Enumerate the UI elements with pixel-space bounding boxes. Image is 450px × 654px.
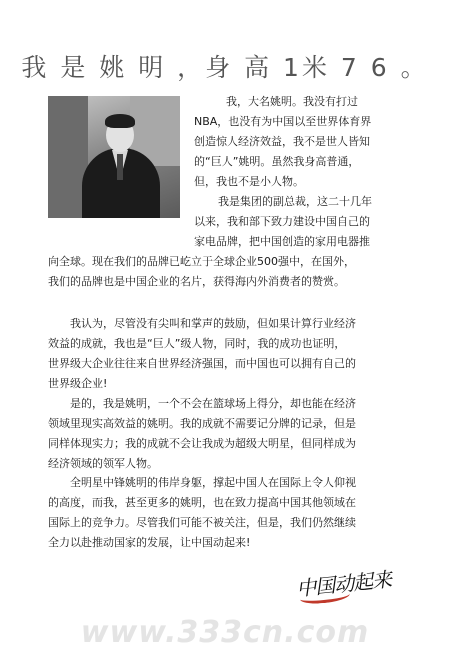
paragraph-1-line: 向全球。现在我们的品牌已屹立于全球企业500强中，在国外， <box>48 255 355 268</box>
paragraph-1-line: 我是集团的副总裁，这二十几年 <box>218 195 372 208</box>
paragraph-3-line: 领域里现实高效益的姚明。我的成就不需要记分牌的记录，但是 <box>48 417 356 430</box>
paragraph-3-line: 同样体现实力；我的成就不会让我成为超级大明星，但同样成为 <box>48 437 356 450</box>
paragraph-3-line: 经济领域的领军人物。 <box>48 457 158 470</box>
paragraph-1-line: 我，大名姚明。我没有打过 <box>226 95 358 108</box>
paragraph-4-line: 的高度，而我，甚至更多的姚明，也在致力提高中国其他领域在 <box>48 496 356 509</box>
paragraph-4-line: 国际上的竞争力。尽管我们可能不被关注，但是，我们仍然继续 <box>48 516 356 529</box>
paragraph-3-line: 是的，我是姚明，一个不会在篮球场上得分，却也能在经济 <box>70 397 356 410</box>
paragraph-1-line: 以来，我和部下致力建设中国自己的 <box>194 215 370 228</box>
paragraph-1-line: 的“巨人”姚明。虽然我身高普通， <box>194 155 360 168</box>
handwritten-signature: 中国动起来 <box>295 567 393 601</box>
site-watermark: www.333cn.com <box>80 615 370 650</box>
paragraph-4-line: 全力以赴推动国家的发展，让中国动起来! <box>48 536 251 549</box>
paragraph-1-line: 我们的品牌也是中国企业的名片，获得海内外消费者的赞赏。 <box>48 275 345 288</box>
paragraph-2-line: 世界级企业! <box>48 377 108 390</box>
paragraph-4-line: 全明星中锋姚明的伟岸身躯，撑起中国人在国际上令人仰视 <box>70 476 356 489</box>
headline: 我 是 姚 明 ，身 高 1米 7 6 。 <box>21 53 429 82</box>
signature-swoosh-icon <box>300 588 351 604</box>
paragraph-1-line: NBA，也没有为中国以至世界体育界 <box>194 115 372 128</box>
paragraph-1-line: 创造惊人经济效益，我不是世人皆知 <box>194 135 370 148</box>
paragraph-2-line: 效益的成就，我也是“巨人”级人物，同时，我的成功也证明， <box>48 337 346 350</box>
paragraph-3 <box>48 394 404 474</box>
paragraph-4 <box>48 473 404 553</box>
paragraph-2 <box>48 314 404 394</box>
paragraph-1-line: 家电品牌，把中国创造的家用电器推 <box>194 235 370 248</box>
paragraph-1-line: 但，我也不是小人物。 <box>194 175 304 188</box>
paragraph-2-line: 世界级大企业往往来自世界经济强国，而中国也可以拥有自己的 <box>48 357 356 370</box>
paragraph-2-line: 我认为，尽管没有尖叫和掌声的鼓励，但如果计算行业经济 <box>70 317 356 330</box>
paragraph-1 <box>48 92 404 292</box>
